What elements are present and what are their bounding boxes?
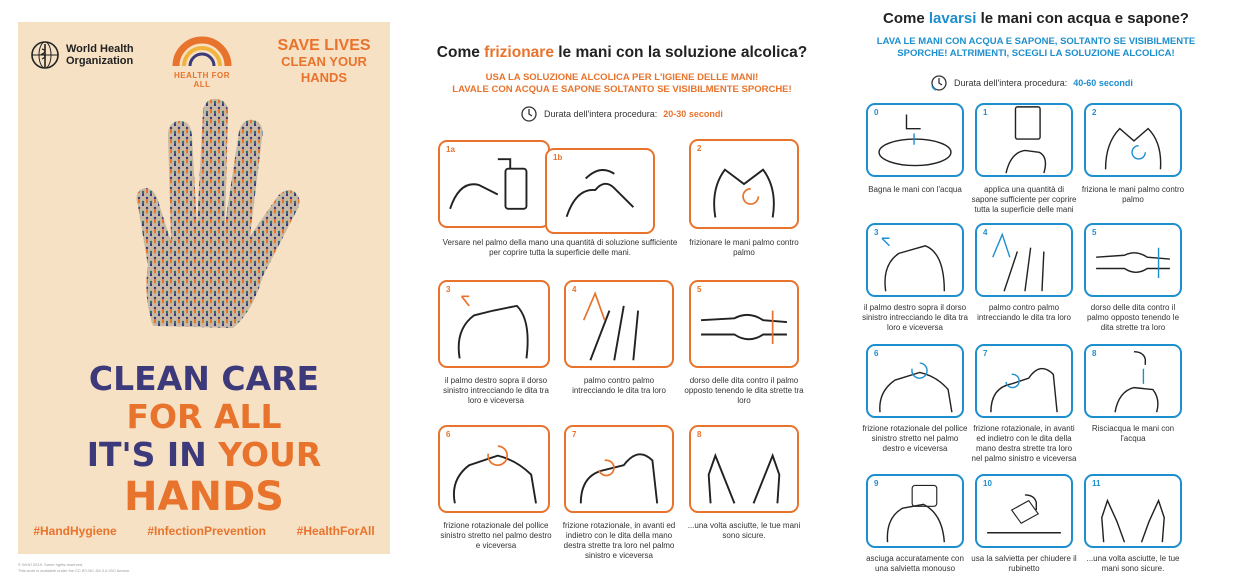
alcohol-duration-label: Durata dell'intera procedura:	[544, 109, 658, 119]
alcohol-title-highlight: frizionare	[484, 44, 554, 61]
hashtag: #InfectionPrevention	[147, 524, 266, 538]
copyright-line-2: This work is available under the CC BY-NC-SA 3.0 IGO licence.	[18, 568, 131, 573]
hashtag: #HealthForAll	[296, 524, 375, 538]
step-caption: frizione rotazionale del pollice sinistro stretto nel palmo destro e viceversa	[440, 521, 552, 550]
soap-duration-value: 40-60 secondi	[1073, 78, 1133, 88]
step-caption: dorso delle dita contro il palmo opposto tenendo le dita strette tra loro	[684, 376, 804, 405]
soap-title-post: le mani con acqua e sapone?	[976, 10, 1189, 27]
soap-title-pre: Come	[883, 10, 929, 27]
step-number: 3	[874, 228, 879, 237]
soap-dispenser-icon	[977, 105, 1071, 175]
alcohol-subtitle-line-1: USA LA SOLUZIONE ALCOLICA PER L'IGIENE DELLE MANI!	[485, 72, 759, 83]
step-number: 7	[572, 430, 577, 439]
step-caption: frizione rotazionale, in avanti ed indietro con le dita della mano destra strette tra loro nel palmo sinistro e viceversa	[971, 424, 1077, 463]
hashtag: #HandHygiene	[33, 524, 117, 538]
backs-of-fingers-icon	[1086, 225, 1180, 295]
step-number: 6	[874, 349, 879, 358]
hand-of-people-illustration	[113, 96, 313, 336]
backs-of-fingers-icon	[691, 282, 797, 366]
hashtag-row	[18, 524, 390, 538]
step-caption: il palmo destro sopra il dorso sinistro intrecciando le dita tra loro e viceversa	[443, 376, 549, 405]
step-number: 7	[983, 349, 988, 358]
alcohol-title	[420, 44, 824, 62]
alcohol-subtitle-line-2: LAVALE CON ACQUA E SAPONE SOLTANTO SE VISIBILMENTE SPORCHE!	[452, 84, 792, 95]
alcohol-step-card	[689, 280, 799, 368]
step-number: 8	[697, 430, 702, 439]
alcohol-step-card	[438, 280, 550, 368]
step-caption: ...una volta asciutte, le tue mani sono sicure.	[687, 521, 801, 540]
copyright-line-1: © WHO 2019. Some rights reserved.	[18, 562, 84, 567]
step-number: 4	[983, 228, 988, 237]
alcohol-step-card	[564, 425, 674, 513]
step-number: 11	[1092, 479, 1101, 488]
step-number: 5	[1092, 228, 1097, 237]
headline	[18, 360, 390, 520]
step-caption: Risciacqua le mani con l'acqua	[1091, 424, 1175, 443]
soap-title-highlight: lavarsi	[928, 10, 977, 27]
wet-hands-sink-icon	[868, 105, 962, 175]
step-caption: usa la salvietta per chiudere il rubinetto	[971, 554, 1077, 573]
step-caption: asciuga accuratamente con una salvietta monouso	[866, 554, 964, 573]
soap-subtitle-line-1: LAVA LE MANI CON ACQUA E SAPONE, SOLTANTO SE VISIBILMENTE	[876, 36, 1196, 47]
step-number: 0	[874, 108, 879, 117]
soap-step-card	[866, 344, 964, 418]
thumb-rotation-icon	[440, 427, 548, 511]
step-number: 6	[446, 430, 451, 439]
alcohol-duration-value: 20-30 secondi	[663, 109, 723, 119]
hands-with-gel-icon	[547, 150, 653, 232]
step-caption: frizione rotazionale del pollice sinistro stretto nel palmo destro e viceversa	[862, 424, 968, 453]
step-caption: ...una volta asciutte, le tue mani sono sicure.	[1086, 554, 1180, 573]
soap-step-card	[1084, 223, 1182, 297]
step-number: 9	[874, 479, 879, 488]
step-caption: frizione rotazionale, in avanti ed indietro con le dita della mano destra strette tra loro nel palmo sinistro e viceversa	[562, 521, 676, 560]
step-caption: dorso delle dita contro il palmo opposto tenendo le dita strette tra loro	[1086, 303, 1180, 332]
headline-line-2: FOR ALL	[126, 397, 282, 436]
who-logo	[30, 40, 146, 70]
headline-line-3a: IT'S IN	[86, 435, 219, 474]
clock-icon	[520, 105, 538, 123]
step-number: 2	[1092, 108, 1097, 117]
headline-line-3b: YOUR	[218, 435, 322, 474]
step-number: 4	[572, 285, 577, 294]
pour-gel-hand-icon	[440, 142, 548, 226]
soap-duration	[930, 74, 1133, 92]
alcohol-step-card	[545, 148, 655, 234]
soap-subtitle	[846, 36, 1226, 60]
soap-step-card	[866, 223, 964, 297]
alcohol-step-card	[438, 425, 550, 513]
step-caption: palmo contro palmo intrecciando le dita tra loro	[572, 376, 666, 395]
alcohol-step-card	[438, 140, 550, 228]
soap-step-card	[866, 103, 964, 177]
soap-subtitle-line-2: SPORCHE! ALTRIMENTI, SCEGLI LA SOLUZIONE ALCOLICA!	[897, 48, 1175, 59]
step-caption: Bagna le mani con l'acqua	[868, 185, 962, 194]
thumb-rotation-icon	[868, 346, 962, 416]
step-caption: palmo contro palmo intrecciando le dita tra loro	[977, 303, 1071, 322]
alcohol-step-card	[689, 139, 799, 229]
step-number: 1b	[553, 153, 563, 162]
step-caption: friziona le mani palmo contro palmo	[1081, 185, 1185, 204]
who-name: World Health Organization	[66, 43, 134, 67]
palm-over-dorsum-icon	[440, 282, 548, 366]
soap-step-card	[1084, 474, 1182, 548]
soap-step-card	[975, 103, 1073, 177]
save-lives-slogan	[268, 38, 380, 86]
health-for-all-logo	[166, 34, 238, 89]
step-number: 2	[697, 144, 702, 153]
alcohol-title-post: le mani con la soluzione alcolica?	[553, 44, 808, 61]
health-for-all-text: HEALTH FOR ALL	[174, 71, 230, 89]
alcohol-subtitle	[420, 72, 824, 96]
soap-step-card	[866, 474, 964, 548]
fingertips-rotation-icon	[566, 427, 672, 511]
headline-line-3	[18, 436, 390, 474]
soap-step-card	[1084, 344, 1182, 418]
dry-safe-hands-icon	[691, 427, 797, 511]
step-number: 1	[983, 108, 988, 117]
step-caption: frizionare le mani palmo contro palmo	[689, 238, 799, 257]
clock-icon	[930, 74, 948, 92]
fingertips-rotation-icon	[977, 346, 1071, 416]
alcohol-duration	[520, 105, 723, 123]
dry-with-towel-icon	[868, 476, 962, 546]
rinse-hands-icon	[1086, 346, 1180, 416]
step-number: 8	[1092, 349, 1097, 358]
step-caption: il palmo destro sopra il dorso sinistro intrecciando le dita tra loro e viceversa	[862, 303, 968, 332]
palm-to-palm-icon	[1086, 105, 1180, 175]
headline-line-4: HANDS	[124, 474, 284, 520]
palm-to-palm-icon	[691, 141, 797, 227]
soap-duration-label: Durata dell'intera procedura:	[954, 78, 1068, 88]
alcohol-title-pre: Come	[436, 44, 485, 61]
step-caption: applica una quantità di sapone sufficiente per coprire tutta la superficie delle mani	[971, 185, 1077, 214]
save-lives-line-1: SAVE LIVES	[277, 37, 371, 54]
step-number: 10	[983, 479, 992, 488]
campaign-poster	[18, 22, 390, 554]
step-number: 3	[446, 285, 451, 294]
who-emblem-icon	[30, 40, 60, 70]
soap-step-card	[975, 474, 1073, 548]
step-number: 1a	[446, 145, 455, 154]
soap-step-card	[1084, 103, 1182, 177]
soap-step-card	[975, 344, 1073, 418]
alcohol-step-card	[689, 425, 799, 513]
save-lives-line-2: CLEAN YOUR HANDS	[281, 54, 367, 85]
fingers-interlaced-icon	[977, 225, 1071, 295]
copyright-note	[18, 562, 130, 574]
step-caption: Versare nel palmo della mano una quantità di soluzione sufficiente per coprire tutta la superficie delle mani.	[442, 238, 678, 257]
step-number: 5	[697, 285, 702, 294]
soap-title	[846, 10, 1226, 27]
fingers-interlaced-icon	[566, 282, 672, 366]
soap-step-card	[975, 223, 1073, 297]
palm-over-dorsum-icon	[868, 225, 962, 295]
headline-line-1: CLEAN CARE	[88, 359, 320, 398]
rainbow-arc-icon	[170, 34, 234, 68]
alcohol-step-card	[564, 280, 674, 368]
